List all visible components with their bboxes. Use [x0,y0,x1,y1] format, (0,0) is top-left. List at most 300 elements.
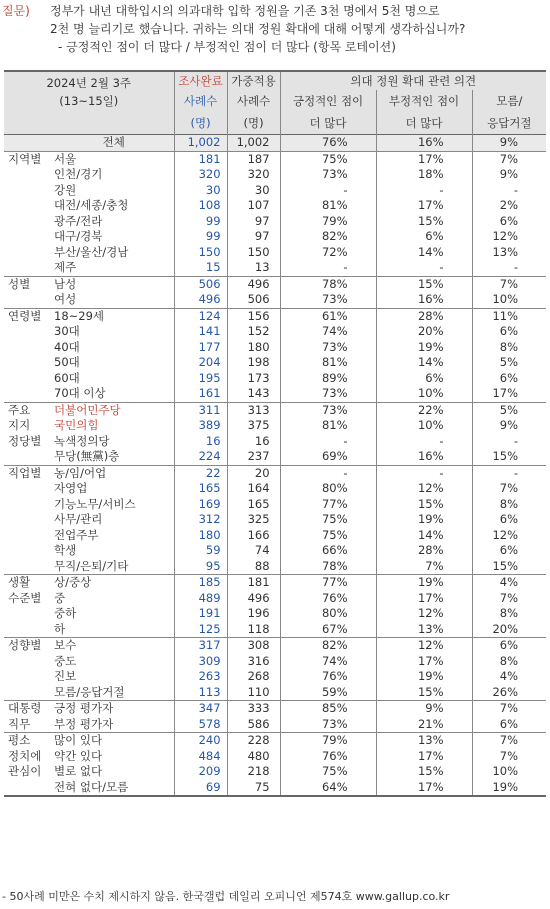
row-group-label [4,214,54,230]
header-weight-bot: (명) [227,112,280,135]
weighted-count: 496 [227,276,280,292]
sample-count: 578 [174,717,227,733]
negative-pct: 17% [376,749,472,765]
dont-know-pct: 6% [472,543,546,559]
negative-pct: 19% [376,669,472,685]
row-group-label: 관심이 [8,764,42,778]
row-group-label [4,497,54,513]
positive-pct: - [280,260,376,276]
row-group-label [4,512,54,528]
dont-know-pct: 19% [472,780,546,797]
footer-note: - 50사례 미만은 수치 제시하지 않음. 한국갤럽 데일리 오피니언 제574호 www.gallup.co.kr [2,890,450,903]
row-group-label [4,528,54,544]
question-line-1: 정부가 내년 대학입시의 의과대학 입학 정원을 기존 3천 명에서 5천 명으로 [50,4,440,18]
positive-pct: 73% [280,167,376,183]
weighted-count: 75 [227,780,280,797]
row-sub-label: 30대 [54,324,80,338]
weighted-count: 156 [227,308,280,324]
negative-pct: 14% [376,245,472,261]
sample-count: 195 [174,371,227,387]
weighted-count: 20 [227,465,280,481]
sample-count: 320 [174,167,227,183]
table-row [4,606,546,622]
positive-pct: 82% [280,229,376,245]
question-label: 질문) [2,4,30,18]
weighted-count: 74 [227,543,280,559]
positive-pct: 75% [280,764,376,780]
dont-know-pct: - [472,183,546,199]
positive-pct: 67% [280,622,376,638]
sample-count: 99 [174,214,227,230]
row-sub-label: 여성 [54,292,77,306]
negative-pct: 6% [376,229,472,245]
sample-count: 177 [174,340,227,356]
weighted-count: 166 [227,528,280,544]
row-group-label [4,559,54,575]
positive-pct: 76% [280,135,376,152]
negative-pct: - [376,183,472,199]
table-row [4,214,546,230]
table-row [4,340,546,356]
header-dk-2: 응답거절 [472,112,546,135]
row-sub-label: 모름/응답거절 [54,684,125,699]
weighted-count: 333 [227,701,280,717]
row-group-label: 평소 [4,733,54,749]
sample-count: 389 [174,418,227,434]
positive-pct: 61% [280,308,376,324]
question-line-3: - 긍정적인 점이 더 많다 / 부정적인 점이 더 많다 (항목 로테이션) [58,40,396,54]
dont-know-pct: 12% [472,528,546,544]
positive-pct: 72% [280,245,376,261]
positive-pct: - [280,465,376,481]
row-group-label [4,606,54,622]
negative-pct: 7% [376,559,472,575]
weighted-count: 16 [227,434,280,450]
positive-pct: 73% [280,292,376,308]
dont-know-pct: 9% [472,167,546,183]
weighted-count: 107 [227,198,280,214]
sample-count: 16 [174,434,227,450]
row-group-label: 정당별 [8,433,42,448]
negative-pct: 21% [376,717,472,733]
header-weight-mid: 사례수 [227,90,280,112]
weighted-count: 196 [227,606,280,622]
sample-count: 95 [174,559,227,575]
dont-know-pct: 6% [472,717,546,733]
row-sub-label: 전혀 없다/모름 [54,779,129,794]
sample-count: 15 [174,260,227,276]
table-row [4,245,546,261]
dont-know-pct: 5% [472,355,546,371]
sample-count: 69 [174,780,227,797]
positive-pct: 76% [280,669,376,685]
weighted-count: 165 [227,497,280,513]
sample-count: 161 [174,386,227,402]
table-row [4,497,546,513]
negative-pct: 19% [376,340,472,356]
positive-pct: 77% [280,575,376,591]
negative-pct: - [376,260,472,276]
negative-pct: 15% [376,276,472,292]
table-row [4,371,546,387]
header-sample-bot: (명) [174,112,227,135]
table-row [4,528,546,544]
dont-know-pct: 9% [472,135,546,152]
positive-pct: 76% [280,749,376,765]
row-sub-label: 사무/관리 [54,512,103,526]
sample-count: 496 [174,292,227,308]
dont-know-pct: 6% [472,324,546,340]
weighted-count: 150 [227,245,280,261]
weighted-count: 110 [227,685,280,701]
row-group-label [4,622,54,638]
dont-know-pct: 7% [472,749,546,765]
weighted-count: 97 [227,229,280,245]
negative-pct: 17% [376,198,472,214]
dont-know-pct: 7% [472,701,546,717]
negative-pct: 12% [376,638,472,654]
table-row [4,717,546,733]
table-body [4,135,546,797]
positive-pct: 66% [280,543,376,559]
row-group-label: 성향별 [4,638,54,654]
negative-pct: 15% [376,685,472,701]
row-sub-label: 전체 [54,135,174,152]
positive-pct: 82% [280,638,376,654]
weighted-count: 173 [227,371,280,387]
weighted-count: 325 [227,512,280,528]
table-row [4,591,546,607]
sample-count: 99 [174,229,227,245]
header-dk-1: 모름/ [472,90,546,112]
negative-pct: 14% [376,355,472,371]
negative-pct: 17% [376,151,472,167]
row-sub-label: 남성 [54,276,174,292]
table-row [4,701,546,717]
row-group-label [4,543,54,559]
header-opinion: 의대 정원 확대 관련 의견 [280,71,546,90]
dont-know-pct: 15% [472,559,546,575]
negative-pct: 13% [376,622,472,638]
row-sub-label: 광주/전라 [54,213,103,228]
sample-count: 165 [174,481,227,497]
dont-know-pct: 8% [472,497,546,513]
table-row [4,260,546,276]
row-group-label [4,245,54,261]
table-row [4,481,546,497]
table-row [4,355,546,371]
weighted-count: 181 [227,575,280,591]
positive-pct: 85% [280,701,376,717]
row-sub-label: 하 [54,621,66,636]
sample-count: 317 [174,638,227,654]
positive-pct: 74% [280,654,376,670]
row-sub-label: 부산/울산/경남 [54,244,129,259]
sample-count: 204 [174,355,227,371]
positive-pct: 81% [280,418,376,434]
dont-know-pct: 12% [472,229,546,245]
row-group-label [4,198,54,214]
table-row [4,183,546,199]
sample-count: 1,002 [174,135,227,152]
negative-pct: 28% [376,308,472,324]
weighted-count: 316 [227,654,280,670]
dont-know-pct: 6% [472,512,546,528]
weighted-count: 228 [227,733,280,749]
table-row [4,654,546,670]
negative-pct: 9% [376,701,472,717]
row-group-label [4,481,54,497]
dont-know-pct: 6% [472,371,546,387]
dont-know-pct: 8% [472,606,546,622]
period-dates: (13~15일) [59,94,119,108]
dont-know-pct: - [472,434,546,450]
row-sub-label: 50대 [54,355,80,369]
table-row [4,638,546,654]
positive-pct: 64% [280,780,376,797]
row-sub-label: 녹색정의당 [54,433,110,448]
table-row [4,198,546,214]
weighted-count: 152 [227,324,280,340]
row-sub-label: 학생 [54,543,77,557]
row-group-label [4,229,54,245]
sample-count: 113 [174,685,227,701]
table-row [4,749,546,765]
positive-pct: 79% [280,214,376,230]
row-sub-label: 보수 [54,638,174,654]
negative-pct: 20% [376,324,472,340]
dont-know-pct: 15% [472,449,546,465]
row-sub-label: 18~29세 [54,308,174,324]
row-group-label: 대통령 [4,701,54,717]
weighted-count: 187 [227,151,280,167]
row-group-label [4,167,54,183]
negative-pct: 19% [376,575,472,591]
weighted-count: 480 [227,749,280,765]
row-sub-label: 약간 있다 [54,748,103,763]
row-sub-label: 무직/은퇴/기타 [54,558,129,573]
period-label: 2024년 2월 3주 [46,76,132,90]
row-group-label: 지지 [8,418,31,432]
weighted-count: 375 [227,418,280,434]
row-sub-label: 부정 평가자 [54,716,114,731]
table-row [4,669,546,685]
positive-pct: 59% [280,685,376,701]
dont-know-pct: 2% [472,198,546,214]
weighted-count: 30 [227,183,280,199]
positive-pct: 81% [280,355,376,371]
dont-know-pct: 9% [472,418,546,434]
row-sub-label: 전업주부 [54,527,99,542]
negative-pct: 16% [376,449,472,465]
row-group-label [4,183,54,199]
negative-pct: 10% [376,418,472,434]
dont-know-pct: 7% [472,151,546,167]
row-group-label [4,135,54,152]
negative-pct: 10% [376,386,472,402]
sample-count: 180 [174,528,227,544]
positive-pct: 78% [280,276,376,292]
row-sub-label: 중 [54,590,66,605]
row-group-label [4,355,54,371]
dont-know-pct: 4% [472,669,546,685]
sample-count: 150 [174,245,227,261]
row-group-label: 수준별 [8,590,42,605]
dont-know-pct: 11% [472,308,546,324]
table-row [4,167,546,183]
row-group-label: 정치에 [8,748,42,763]
negative-pct: 17% [376,780,472,797]
row-group-label [4,654,54,670]
dont-know-pct: 10% [472,764,546,780]
sample-count: 209 [174,764,227,780]
weighted-count: 164 [227,481,280,497]
header-sample-mid: 사례수 [174,90,227,112]
header-weight-top: 가중적용 [227,71,280,90]
row-sub-label: 진보 [54,669,77,683]
negative-pct: 15% [376,764,472,780]
negative-pct: 15% [376,497,472,513]
weighted-count: 198 [227,355,280,371]
weighted-count: 313 [227,402,280,418]
row-sub-label: 농/임/어업 [54,465,174,481]
negative-pct: 6% [376,371,472,387]
row-sub-label: 긍정 평가자 [54,701,174,717]
negative-pct: 19% [376,512,472,528]
weighted-count: 237 [227,449,280,465]
table-row [4,434,546,450]
negative-pct: 13% [376,733,472,749]
dont-know-pct: 17% [472,386,546,402]
row-group-label [4,292,54,308]
row-sub-label: 중하 [54,606,77,620]
sample-count: 347 [174,701,227,717]
weighted-count: 308 [227,638,280,654]
row-sub-label: 강원 [54,182,77,197]
weighted-count: 13 [227,260,280,276]
sample-count: 311 [174,402,227,418]
negative-pct: 22% [376,402,472,418]
dont-know-pct: 13% [472,245,546,261]
header-neg-1: 부정적인 점이 [376,90,472,112]
table-row [4,575,546,591]
table-row [4,559,546,575]
weighted-count: 143 [227,386,280,402]
row-group-label [4,340,54,356]
header-pos-1: 긍정적인 점이 [280,90,376,112]
sample-count: 263 [174,669,227,685]
positive-pct: 75% [280,512,376,528]
negative-pct: - [376,434,472,450]
negative-pct: 14% [376,528,472,544]
positive-pct: 73% [280,340,376,356]
table-row [4,308,546,324]
row-group-label: 생활 [4,575,54,591]
positive-pct: 79% [280,733,376,749]
row-sub-label: 중도 [54,653,77,668]
dont-know-pct: - [472,260,546,276]
positive-pct: 73% [280,717,376,733]
sample-count: 185 [174,575,227,591]
positive-pct: 80% [280,606,376,622]
sample-count: 125 [174,622,227,638]
weighted-count: 97 [227,214,280,230]
dont-know-pct: 8% [472,654,546,670]
header-sample-top: 조사완료 [174,71,227,90]
negative-pct: 12% [376,481,472,497]
negative-pct: 16% [376,292,472,308]
dont-know-pct: - [472,465,546,481]
table-row [4,622,546,638]
row-sub-label: 대전/세종/충청 [54,198,129,212]
positive-pct: - [280,183,376,199]
table-row [4,449,546,465]
table-row [4,465,546,481]
row-group-label [4,685,54,701]
row-sub-label: 국민의힘 [54,418,99,432]
table-row [4,512,546,528]
table-row [4,324,546,340]
dont-know-pct: 8% [472,340,546,356]
negative-pct: 12% [376,606,472,622]
positive-pct: 80% [280,481,376,497]
weighted-count: 506 [227,292,280,308]
positive-pct: 89% [280,371,376,387]
positive-pct: 73% [280,402,376,418]
sample-count: 224 [174,449,227,465]
sample-count: 169 [174,497,227,513]
dont-know-pct: 5% [472,402,546,418]
table-header [4,71,546,135]
row-group-label [4,386,54,402]
dont-know-pct: 26% [472,685,546,701]
dont-know-pct: 6% [472,214,546,230]
sample-count: 312 [174,512,227,528]
sample-count: 191 [174,606,227,622]
row-group-label: 주요 [4,402,54,418]
row-group-label [4,324,54,340]
row-sub-label: 서울 [54,151,174,167]
row-sub-label: 많이 있다 [54,733,174,749]
header-neg-2: 더 많다 [376,112,472,135]
table-row [4,292,546,308]
dont-know-pct: 7% [472,733,546,749]
sample-count: 489 [174,591,227,607]
weighted-count: 88 [227,559,280,575]
table-row [4,135,546,152]
row-group-label [4,669,54,685]
row-sub-label: 인천/경기 [54,167,103,181]
table-row [4,418,546,434]
row-group-label: 직업별 [4,465,54,481]
row-sub-label: 대구/경북 [54,229,103,243]
positive-pct: 78% [280,559,376,575]
row-group-label: 성별 [4,276,54,292]
dont-know-pct: 4% [472,575,546,591]
negative-pct: 18% [376,167,472,183]
header-period [4,71,174,112]
row-sub-label: 별로 없다 [54,764,103,778]
sample-count: 181 [174,151,227,167]
header-blank [4,112,174,135]
row-group-label: 직무 [8,716,31,731]
results-table [4,70,546,797]
weighted-count: 320 [227,167,280,183]
row-group-label [4,371,54,387]
negative-pct: - [376,465,472,481]
table-row [4,733,546,749]
positive-pct: 76% [280,591,376,607]
